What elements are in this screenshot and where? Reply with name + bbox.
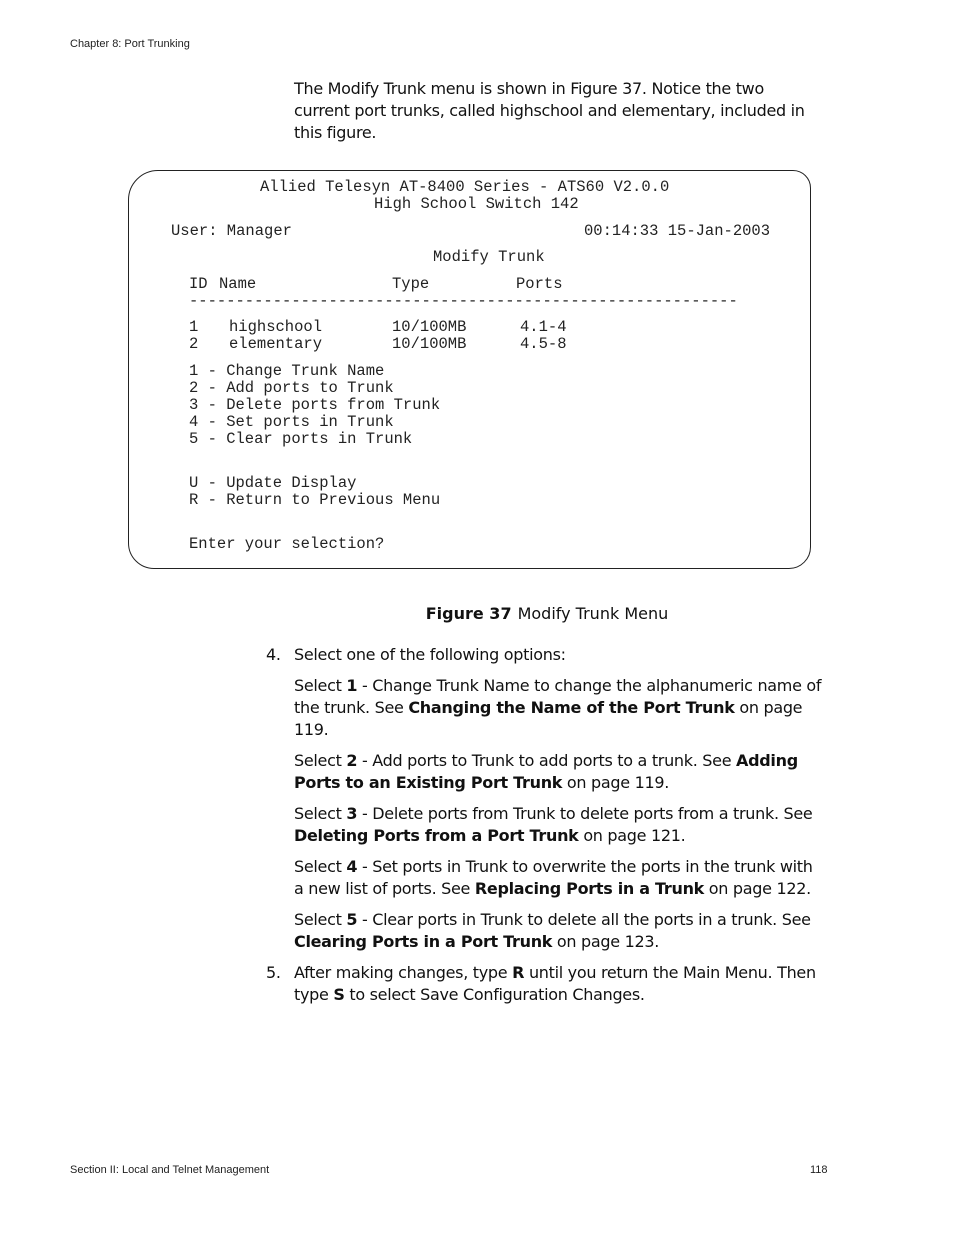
menu-option-return[interactable]: R - Return to Previous Menu <box>189 491 441 509</box>
step-text: Select one of the following options: <box>294 645 566 664</box>
option-text: on page 121. <box>578 826 686 845</box>
step-key: S <box>333 985 345 1004</box>
option-text: Select <box>294 910 347 929</box>
trunk-row-name: elementary <box>229 335 323 353</box>
page-number: 118 <box>810 1164 828 1176</box>
menu-option-update-display[interactable]: U - Update Display <box>189 474 357 492</box>
trunk-row-id: 2 <box>189 335 199 353</box>
column-header-name: Name <box>219 275 257 293</box>
table-divider: ----------------------------------------------------------- <box>189 292 738 310</box>
menu-option-clear-ports[interactable]: 5 - Clear ports in Trunk <box>189 430 413 448</box>
option-key: 1 <box>346 676 358 695</box>
menu-option-delete-ports[interactable]: 3 - Delete ports from Trunk <box>189 396 441 414</box>
option-text: - Delete ports from Trunk to delete ports from a trunk. See <box>357 804 813 823</box>
option-description <box>294 675 824 741</box>
column-header-type: Type <box>392 275 430 293</box>
option-key: 3 <box>346 804 358 823</box>
option-text: on page 119. <box>294 698 803 739</box>
terminal-user: User: Manager <box>171 222 292 240</box>
step-key: R <box>512 963 525 982</box>
menu-option-set-ports[interactable]: 4 - Set ports in Trunk <box>189 413 394 431</box>
step-number: 4. <box>266 645 281 664</box>
option-text: - Change Trunk Name to change the alphanumeric name of the trunk. See <box>294 676 822 717</box>
trunk-row-type: 10/100MB <box>392 318 467 336</box>
chapter-header: Chapter 8: Port Trunking <box>70 38 190 50</box>
option-text: Select <box>294 804 347 823</box>
step-number: 5. <box>266 963 281 982</box>
terminal-title-line1: Allied Telesyn AT-8400 Series - ATS60 V2.0.0 <box>260 178 670 196</box>
figure-label: Figure 37 <box>425 604 512 623</box>
cross-reference: Clearing Ports in a Port Trunk <box>294 932 553 951</box>
option-text: on page 119. <box>562 773 669 792</box>
column-header-ports: Ports <box>516 275 563 293</box>
option-description <box>294 750 824 794</box>
terminal-screen <box>128 170 811 569</box>
menu-option-add-ports[interactable]: 2 - Add ports to Trunk <box>189 379 394 397</box>
option-description <box>294 856 824 900</box>
intro-paragraph: The Modify Trunk menu is shown in Figure 37. Notice the two current port trunks, called highschool and elementary, included in this figure. <box>294 79 805 142</box>
terminal-menu-title: Modify Trunk <box>433 248 545 266</box>
menu-option-change-name[interactable]: 1 - Change Trunk Name <box>189 362 385 380</box>
option-text: - Clear ports in Trunk to delete all the ports in a trunk. See <box>357 910 811 929</box>
terminal-title-line2: High School Switch 142 <box>374 195 579 213</box>
trunk-row-id: 1 <box>189 318 199 336</box>
step-text <box>294 962 824 1006</box>
step-text-part: to select Save Configuration Changes. <box>344 985 645 1004</box>
option-text: Select <box>294 857 347 876</box>
trunk-row-ports: 4.1-4 <box>520 318 567 336</box>
cross-reference: Deleting Ports from a Port Trunk <box>294 826 579 845</box>
option-text: Select <box>294 676 347 695</box>
option-text: - Add ports to Trunk to add ports to a trunk. See <box>357 751 737 770</box>
terminal-timestamp: 00:14:33 15-Jan-2003 <box>584 222 771 240</box>
option-text: - Set ports in Trunk to overwrite the ports in the trunk with a new list of ports. See <box>294 857 813 898</box>
option-key: 4 <box>346 857 358 876</box>
option-key: 2 <box>346 751 358 770</box>
step-text-part: After making changes, type <box>294 963 513 982</box>
selection-prompt[interactable]: Enter your selection? <box>189 535 385 553</box>
option-text: on page 123. <box>552 932 660 951</box>
option-text: on page 122. <box>704 879 811 898</box>
cross-reference: Replacing Ports in a Trunk <box>474 879 705 898</box>
option-description <box>294 909 824 953</box>
trunk-row-name: highschool <box>229 318 323 336</box>
trunk-row-ports: 4.5-8 <box>520 335 567 353</box>
column-header-id: ID <box>189 275 208 293</box>
cross-reference: Adding Ports to an Existing Port Trunk <box>294 751 798 792</box>
section-footer: Section II: Local and Telnet Management <box>70 1164 270 1176</box>
step-text-part: until you return the Main Menu. Then type <box>294 963 816 1004</box>
figure-caption <box>0 604 954 623</box>
option-text: Select <box>294 751 347 770</box>
option-description <box>294 803 824 847</box>
trunk-row-type: 10/100MB <box>392 335 467 353</box>
option-key: 5 <box>346 910 358 929</box>
figure-title: Modify Trunk Menu <box>517 604 669 623</box>
cross-reference: Changing the Name of the Port Trunk <box>408 698 735 717</box>
